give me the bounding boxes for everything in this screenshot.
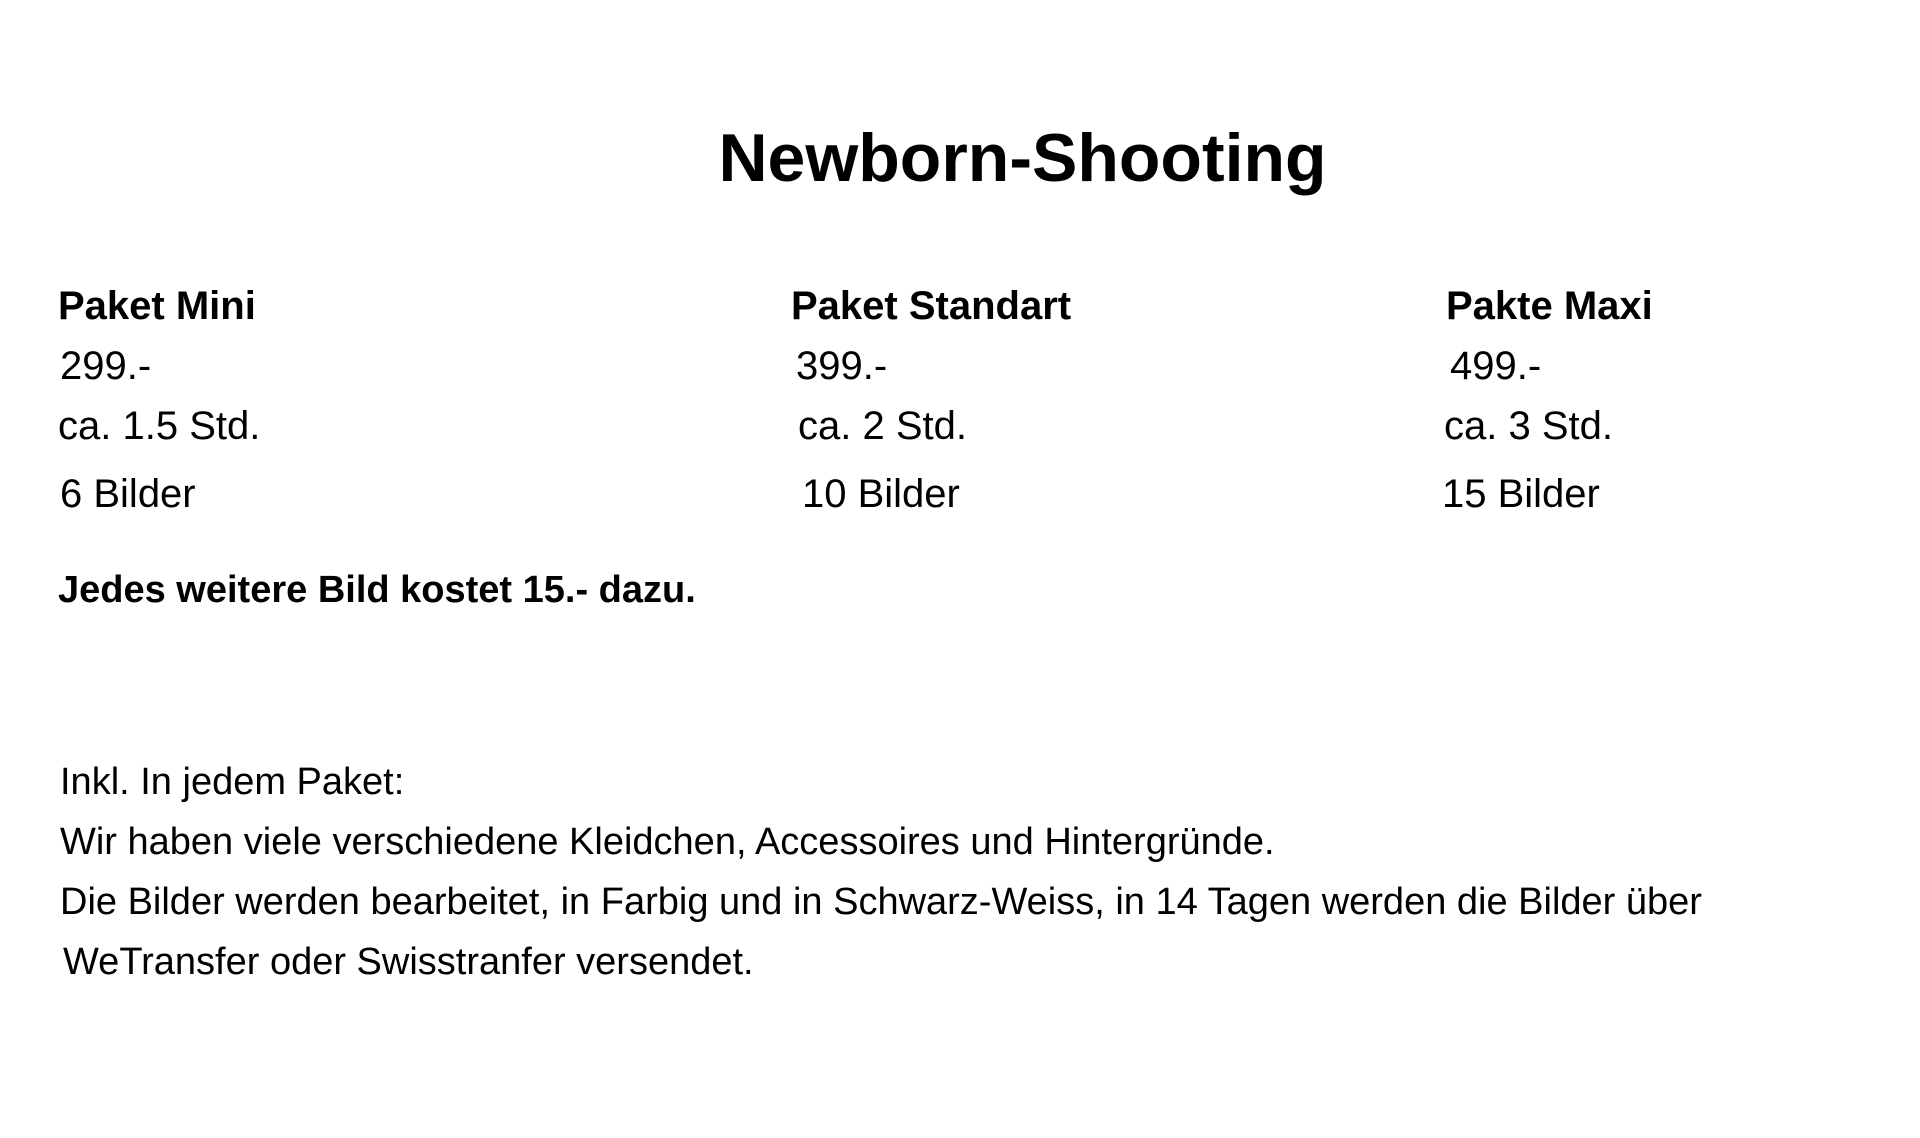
package-price: 299.- <box>60 344 152 388</box>
included-heading: Inkl. In jedem Paket: <box>60 761 405 803</box>
package-duration: ca. 2 Std. <box>798 404 967 448</box>
package-images: 6 Bilder <box>60 472 196 516</box>
package-images: 10 Bilder <box>802 472 960 516</box>
page-title: Newborn-Shooting <box>718 120 1327 196</box>
package-name: Paket Mini <box>58 284 256 328</box>
package-name: Paket Standart <box>791 284 1072 328</box>
package-duration: ca. 3 Std. <box>1444 404 1613 448</box>
package-duration: ca. 1.5 Std. <box>58 404 261 448</box>
package-name: Pakte Maxi <box>1446 284 1653 328</box>
included-line: WeTransfer oder Swisstranfer versendet. <box>63 941 754 983</box>
included-line: Die Bilder werden bearbeitet, in Farbig und in Schwarz-Weiss, in 14 Tagen werden die Bilder über <box>60 881 1702 923</box>
included-section <box>60 752 1702 992</box>
included-line: Wir haben viele verschiedene Kleidchen, Accessoires und Hintergründe. <box>60 821 1275 863</box>
extra-image-note: Jedes weitere Bild kostet 15.- dazu. <box>58 569 696 611</box>
package-price: 399.- <box>796 344 888 388</box>
package-images: 15 Bilder <box>1442 472 1600 516</box>
package-price: 499.- <box>1450 344 1542 388</box>
